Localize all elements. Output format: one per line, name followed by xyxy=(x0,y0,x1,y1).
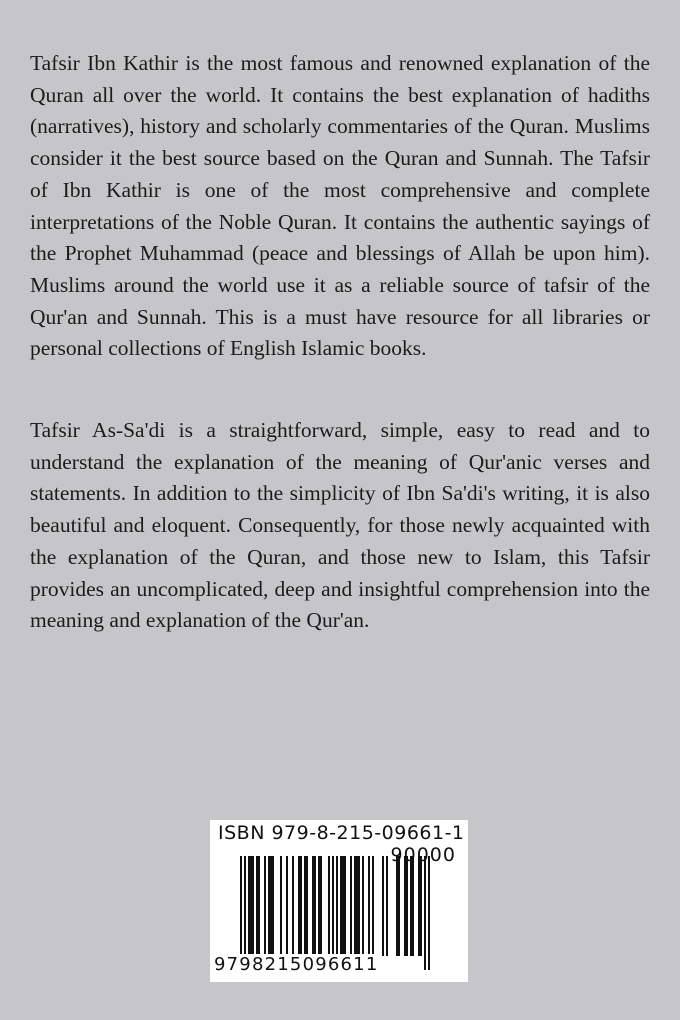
barcode-bar xyxy=(328,856,330,956)
barcode-bar xyxy=(286,856,288,956)
barcode-bar xyxy=(396,856,400,956)
isbn-barcode xyxy=(210,820,468,982)
barcode-bar xyxy=(240,856,242,970)
barcode-bar xyxy=(418,856,422,956)
barcode-bar xyxy=(292,856,294,956)
barcode-bar xyxy=(336,856,338,970)
isbn-label: ISBN 979-8-215-09661-1 xyxy=(218,822,465,844)
barcode-bar xyxy=(382,856,384,956)
barcode-bar xyxy=(350,856,352,956)
barcode-bar xyxy=(256,856,260,956)
barcode-bar xyxy=(268,856,274,956)
barcode-bar xyxy=(362,856,364,956)
price-code: 90000 xyxy=(390,844,456,866)
barcode-bar xyxy=(354,856,360,956)
barcode-bar xyxy=(368,856,370,956)
barcode-bar xyxy=(312,856,316,956)
barcode-bar xyxy=(404,856,408,956)
description-paragraph-2: Tafsir As-Sa'di is a straightforward, simple, easy to read and to understand the explanation of the meaning of Qur'anic verses and statements. In addition to the simplicity of Ibn Sa'di's writing, it is also beautiful and eloquent. Consequently, for those newly acquainted with the explanation of the Quran, and those new to Islam, this Tafsir provides an uncomplicated, deep and insightful comprehension into the meaning and explanation of the Qur'an. xyxy=(30,418,650,633)
barcode-digits: 9798215096611 xyxy=(214,954,379,975)
barcode-bar xyxy=(332,856,334,970)
barcode-bar xyxy=(280,856,282,956)
barcode-bar xyxy=(244,856,246,970)
barcode-bar xyxy=(372,856,374,956)
barcode-bar xyxy=(248,856,254,956)
barcode-bar xyxy=(298,856,302,956)
barcode-bar xyxy=(410,856,414,956)
barcode-bar xyxy=(428,856,430,970)
barcode-bar xyxy=(318,856,322,956)
barcode-bar xyxy=(424,856,426,970)
description-paragraph-1: Tafsir Ibn Kathir is the most famous and renowned explanation of the Quran all over the world. It contains the best explanation of hadiths (narratives), history and scholarly commentaries of the Quran. Muslims consider it the best source based on the Quran and Sunnah. The Tafsir of Ibn Kathir is one of the most comprehensive and complete interpretations of the Noble Quran. It contains the authentic sayings of the Prophet Muhammad (peace and blessings of Allah be upon him). Muslims around the world use it as a reliable source of tafsir of the Qur'an and Sunnah. This is a must have resource for all libraries or personal collections of English Islamic books. xyxy=(30,51,650,361)
barcode-bar xyxy=(264,856,266,956)
barcode-bar xyxy=(340,856,346,956)
barcode-bar xyxy=(304,856,308,956)
barcode-bar xyxy=(386,856,388,956)
